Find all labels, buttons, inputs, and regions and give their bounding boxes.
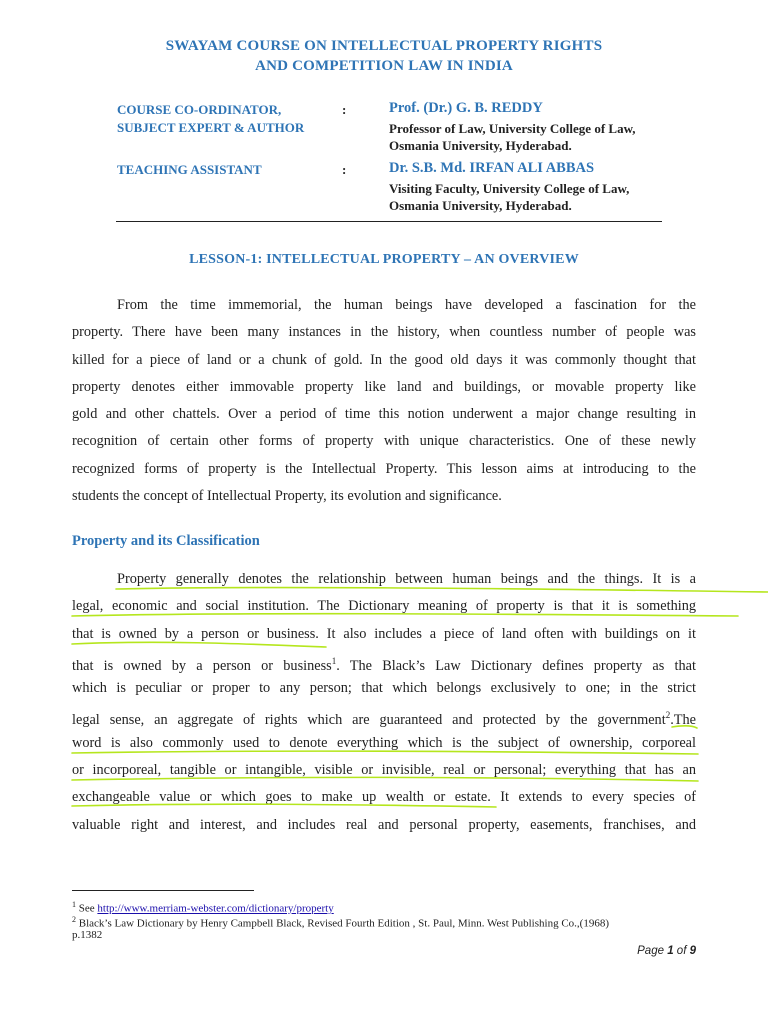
body-line: word is also commonly used to denote everything which is the subject of ownership, corporeal <box>72 734 696 751</box>
page-word: Page <box>637 945 664 957</box>
header-divider <box>116 221 662 222</box>
footnote-2-continued: p.1382 <box>72 929 103 941</box>
intro-line: property denotes either immovable property like land and buildings, or movable property like <box>72 378 696 395</box>
body-line: exchangeable value or which goes to make up wealth or estate. It extends to every species of <box>72 789 696 806</box>
coordinator-name: Prof. (Dr.) G. B. REDDY <box>389 100 543 116</box>
body-line: which is peculiar or proper to any person; that which belongs exclusively to one; in the strict <box>72 680 696 697</box>
footnote-divider <box>72 890 254 891</box>
page-current: 1 <box>667 945 674 957</box>
page-number <box>637 945 696 957</box>
intro-line: students the concept of Intellectual Property, its evolution and significance. <box>72 488 502 505</box>
section-heading: Property and its Classification <box>72 533 260 549</box>
coordinator-label-line-1: COURSE CO-ORDINATOR, <box>117 102 282 117</box>
body-line-part: .The <box>670 712 696 729</box>
body-line-part: that is owned by a person or business <box>72 657 332 674</box>
body-line: that is owned by a person or business. It also includes a piece of land often with buildings on it <box>72 625 696 642</box>
teaching-assistant-colon: : <box>342 162 347 177</box>
footnote-1-link[interactable]: http://www.merriam-webster.com/dictionary/property <box>97 902 334 915</box>
footnote-ref-2[interactable]: 2 <box>665 710 671 721</box>
page-of-word: of <box>676 945 687 957</box>
intro-line: recognized forms of property is the Intellectual Property. This lesson aims at introducing to the <box>72 460 696 477</box>
footnote-2 <box>72 912 702 932</box>
intro-line: property. There have been many instances in the history, when countless number of people was <box>72 324 696 341</box>
coordinator-colon: : <box>342 102 347 117</box>
intro-line: gold and other chattels. Over a period of time this notion underwent a major change resulting in <box>72 406 696 423</box>
footnote-2-line-1: Black’s Law Dictionary by Henry Campbell Black, Revised Fourth Edition , St. Paul, Minn. West Publishing Co.,(1968) <box>78 917 609 930</box>
coordinator-affiliation-line-2: Osmania University, Hyderabad. <box>389 138 572 153</box>
footnote-1-prefix: See <box>78 902 98 915</box>
body-line-part: legal sense, an aggregate of rights which are guaranteed and protected by the government <box>72 712 666 729</box>
body-line <box>72 648 696 675</box>
teaching-assistant-label: TEACHING ASSISTANT <box>117 162 262 177</box>
body-line: Property generally denotes the relationship between human beings and the things. It is a <box>117 571 696 587</box>
intro-line: From the time immemorial, the human beings have developed a fascination for the <box>117 297 696 313</box>
intro-line: recognition of certain other forms of property with unique characteristics. One of these newly <box>72 433 696 450</box>
body-line <box>72 702 696 729</box>
intro-paragraph <box>72 292 696 510</box>
footnote-2-mark: 2 <box>72 915 76 924</box>
teaching-assistant-name: Dr. S.B. Md. IRFAN ALI ABBAS <box>389 160 595 176</box>
coordinator-label-line-2: SUBJECT EXPERT & AUTHOR <box>117 120 305 135</box>
coordinator-affiliation-line-1: Professor of Law, University College of Law, <box>389 121 636 136</box>
body-paragraph <box>72 566 696 839</box>
intro-line: killed for a piece of land or a chunk of gold. In the good old days it was commonly thought that <box>72 351 696 368</box>
body-line: valuable right and interest, and includes real and personal property, easements, franchises, and <box>72 816 696 833</box>
footnote-ref-1[interactable]: 1 <box>331 655 337 666</box>
body-line-part: . The Black’s Law Dictionary defines property as that <box>336 657 696 674</box>
document-title-line-2: AND COMPETITION LAW IN INDIA <box>255 58 513 74</box>
teaching-assistant-affiliation-line-1: Visiting Faculty, University College of Law, <box>389 181 630 196</box>
document-title-line-1: SWAYAM COURSE ON INTELLECTUAL PROPERTY RIGHTS <box>165 38 603 54</box>
footnote-1-mark: 1 <box>72 900 76 909</box>
lesson-title: LESSON-1: INTELLECTUAL PROPERTY – AN OVERVIEW <box>189 252 579 267</box>
page-total: 9 <box>689 945 696 957</box>
body-line: or incorporeal, tangible or intangible, visible or invisible, real or personal; everything that has an <box>72 762 696 779</box>
teaching-assistant-affiliation-line-2: Osmania University, Hyderabad. <box>389 198 572 213</box>
body-line: legal, economic and social institution. The Dictionary meaning of property is that it is something <box>72 598 696 615</box>
